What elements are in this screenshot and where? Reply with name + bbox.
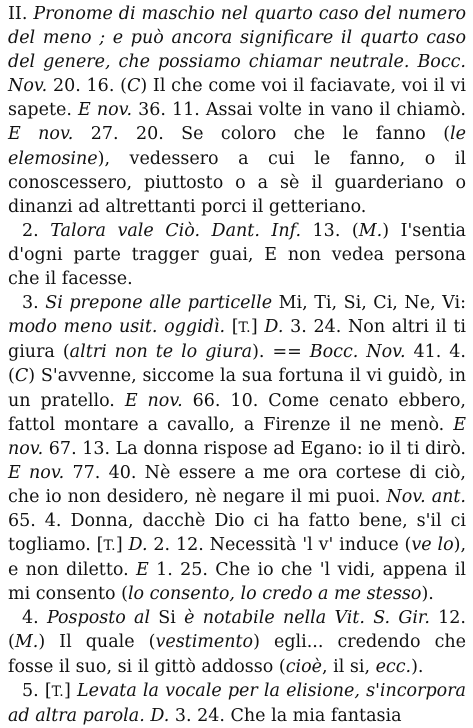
text-run: ), e non diletto. — [8, 535, 467, 581]
text-run: 1. 25. Che io che 'l vidi, appena il mi consento ( — [8, 560, 466, 605]
text-run: 77. 40. Nè essere a me ora cortese di ciò, che io non desidero, nè negare il mi puoi. — [8, 462, 466, 507]
italic-text-run: Posposto al — [46, 608, 151, 629]
text-run: 67. 13. La donna rispose ad Egano: io il ti dirò. — [43, 438, 466, 459]
text-run: 36. 11. Assai volte in vano il chiamò. — [132, 100, 466, 121]
text-run: 41. 4. ( — [8, 342, 466, 387]
text-run: [ — [225, 317, 239, 338]
italic-text-run: C — [14, 366, 29, 387]
text-run: ] — [64, 680, 77, 701]
text-run: 3. 24. Non altri il ti giura ( — [8, 317, 466, 363]
italic-text-run: E nov. — [124, 390, 183, 411]
text-run: 2. 12. Necessità 'l v' induce ( — [147, 535, 412, 556]
italic-text-run: lo consento, lo credo a me stesso — [127, 584, 422, 605]
text-run: 4. — [22, 608, 47, 629]
italic-text-run: Levata la vocale per la elisione, s'incorpora ad altra parola. D. — [8, 680, 466, 726]
text-run: ). — [421, 584, 434, 605]
italic-text-run: Nov. ant. — [386, 486, 466, 507]
italic-text-run: è notabile nella Vit. S. Gir. — [184, 608, 430, 629]
italic-text-run: E nov. — [78, 100, 133, 121]
text-run: ) egli... credendo che fosse il suo, si il gittò addosso ( — [8, 632, 466, 677]
text-run: ) I'sentia d'ogni parte tragger guai, E non vedea persona che il facesse. — [8, 220, 466, 290]
text-run: 3. 24. Che la mia fantasia — [169, 705, 402, 726]
entry-paragraph-3 — [8, 291, 466, 606]
text-run: 12. ( — [8, 608, 466, 653]
italic-text-run: le elemosine — [8, 124, 466, 169]
text-run: Si — [150, 608, 185, 629]
text-run: 3. — [22, 293, 46, 314]
text-run: 13. ( — [301, 220, 359, 241]
italic-text-run: ecc. — [375, 656, 412, 677]
italic-text-run: C — [126, 76, 141, 97]
italic-text-run: E nov. — [8, 462, 65, 483]
small-caps-text-run: T. — [103, 538, 116, 555]
text-run: ) S'avvenne, siccome la sua fortuna il vi guidò, in un pratello. — [8, 366, 466, 411]
text-run: II. — [8, 4, 34, 24]
text-run: 5. [ — [22, 680, 52, 701]
text-run: ). — [411, 656, 424, 677]
text-run: ] — [250, 317, 265, 338]
text-run: ) Il che come voi il faciavate, voi il vi sapete. — [8, 76, 466, 121]
entry-paragraph-5 — [8, 679, 466, 728]
italic-text-run: Talora vale Ciò. Dant. Inf. — [50, 220, 302, 241]
italic-text-run: E nov. — [8, 414, 466, 459]
italic-text-run: Bocc. Nov. — [309, 342, 406, 363]
text-run: 27. 20. Se coloro che le fanno ( — [73, 124, 451, 145]
text-run: , il si, — [321, 656, 376, 677]
italic-text-run: vestimento — [155, 632, 254, 653]
text-run: 65. 4. Donna, dacchè Dio ci ha fatto bene, s'il ci togliamo. [ — [8, 510, 466, 556]
entry-paragraph-1 — [8, 2, 466, 219]
text-run: Mi, Ti, Si, Ci, Ne, Vi: — [272, 293, 466, 314]
entry-paragraph-4 — [8, 606, 466, 678]
italic-text-run: E — [135, 560, 149, 581]
italic-text-run: modo meno usit. oggidì. — [8, 317, 226, 338]
small-caps-text-run: T. — [51, 683, 65, 700]
italic-text-run: cioè — [285, 656, 322, 677]
italic-text-run: altri non te lo giura — [69, 342, 253, 363]
text-run: 66. 10. Come cenato ebbero, fattol montare a cavallo, a Firenze il ne menò. — [8, 390, 466, 435]
small-caps-text-run: T. — [238, 320, 251, 337]
entry-paragraph-2 — [8, 219, 466, 291]
text-run: 2. — [22, 220, 51, 241]
italic-text-run: D. — [128, 535, 148, 556]
text-run: ). == — [252, 342, 310, 363]
italic-text-run: Si prepone alle particelle — [45, 293, 273, 314]
text-run: ) Il quale ( — [38, 632, 156, 653]
italic-text-run: ve lo — [411, 535, 454, 556]
text-run: ] — [115, 535, 129, 556]
italic-text-run: E nov. — [8, 124, 74, 145]
text-run: 20. 16. ( — [47, 76, 127, 97]
italic-text-run: M. — [14, 632, 39, 653]
italic-text-run: D. — [264, 317, 284, 338]
italic-text-run: Pronome di maschio nel quarto caso del numero del meno ; e può ancora significare il quarto caso del genere, che possiamo chiamar neutrale. Bocc. Nov. — [8, 4, 467, 97]
text-run: ), vedessero a cui le fanno, o il conoscessero, piuttosto o a sè il guarderiano o dinanzi ad altrettanti porci il getteriano. — [8, 148, 466, 217]
italic-text-run: M. — [358, 220, 383, 241]
